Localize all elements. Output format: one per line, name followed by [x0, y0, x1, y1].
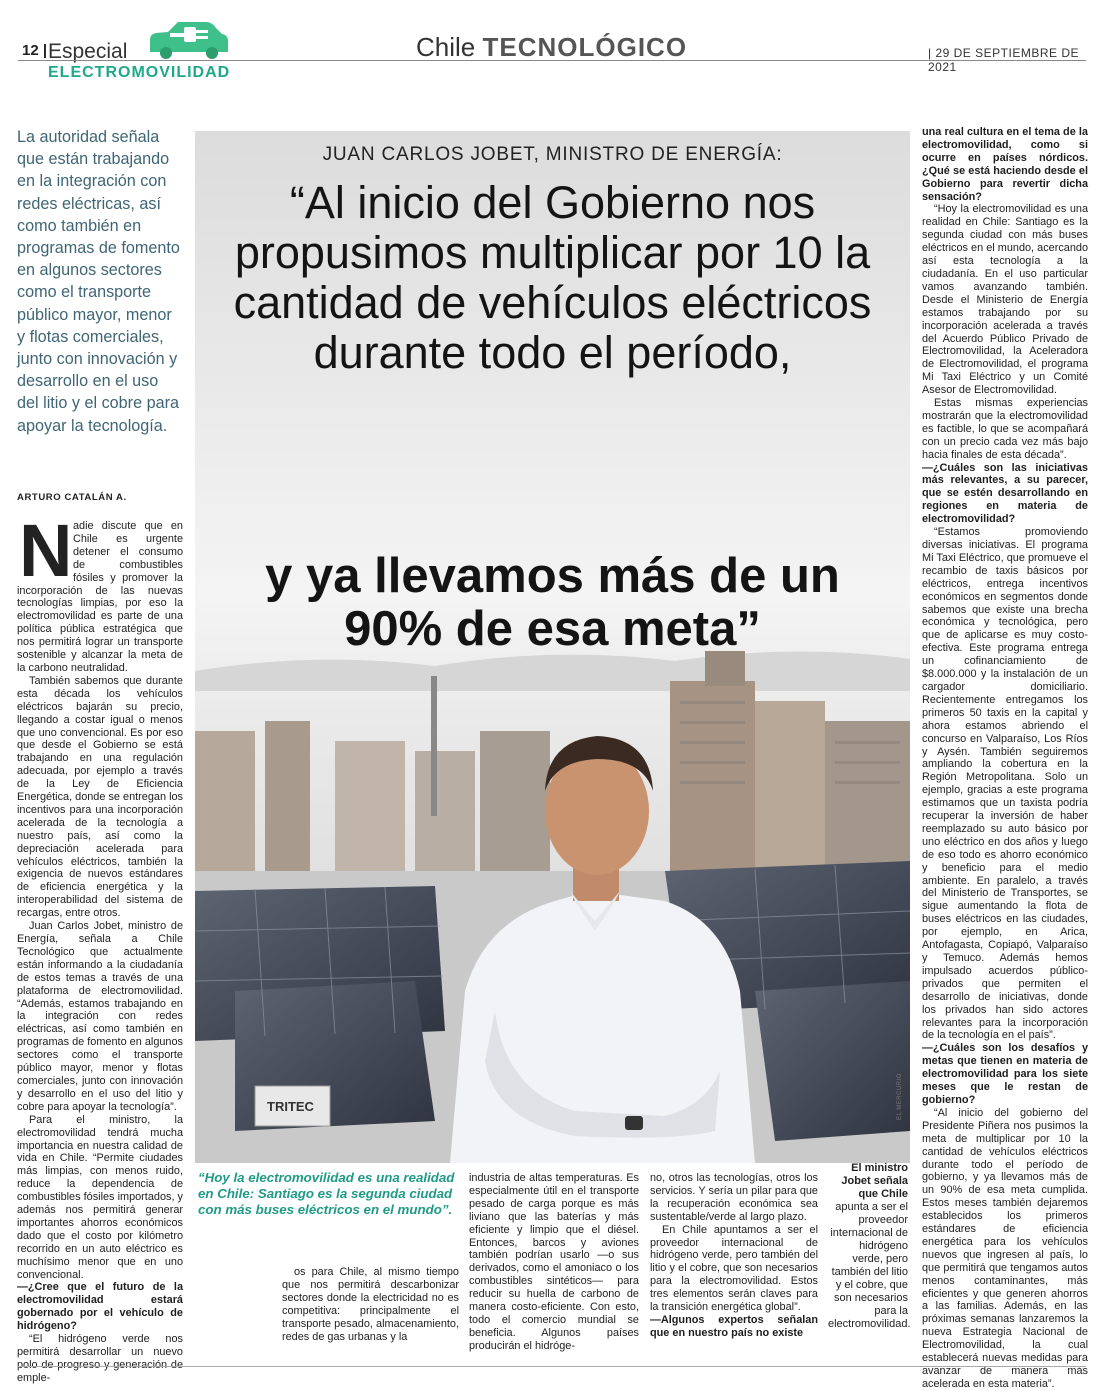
- paragraph: industria de altas temperaturas. Es especialmente útil en el transporte pesado de carga porque es más liviano que las baterías y más eficiente y limpio que el diésel. Entonces, barcos y aviones también podrían usarlo —o sus derivados, como el amoniaco o los combustibles sintéticos— para reducir su huella de carbono de manera costo-eficiente. Con esto, todo el comercio mundial se beneficia. Algunos países producirán el hidróge-: [469, 1172, 639, 1352]
- headline-bold: y ya llevamos más de un 90% de esa meta”: [265, 549, 840, 656]
- interview-question: una real cultura en el tema de la electromovilidad, como si ocurre en países nórdicos. ¿Qué se está haciendo desde el Gobierno para revertir dicha sensación?: [922, 126, 1088, 203]
- byline: ARTURO CATALÁN A.: [17, 492, 127, 503]
- publication-title: [416, 32, 687, 63]
- publication-title-light: Chile: [416, 32, 476, 62]
- interview-question: —¿Cree que el futuro de la electromovilidad estará gobernado por el vehículo de hidrógeno?: [17, 1281, 183, 1333]
- photo-caption: [828, 1162, 911, 1331]
- paragraph: “Estamos promoviendo diversas iniciativas. El programa Mi Taxi Eléctrico, que promueve el recambio de taxis básicos por eléctricos, entrega incentivos económicos en segmentos donde sabemos que existe una brecha económica y tecnológica, pero que de aplicarse es muy costo-efectiva. Este programa entrega un cofinanciamiento de $8.000.000 y la instalación de un cargador domiciliario. Recientemente entregamos los primeros 50 taxis en la capital y ahora estamos abriendo el concurso en Valparaíso, Los Ríos y Aysén. También seguiremos ampliando la cobertura en la Región Metropolitana. Solo un ejemplo, gracias a este programa estimamos que un taxista podría recuperar la inversión de haber reemplazado su auto básico por uno eléctrico en dos años y luego de eso todo es ahorro económico y beneficio para el medio ambiente. En paralelo, a través del Ministerio de Transportes, se sigue aumentando la flota de buses eléctricos en las ciudades, por ejemplo, en Arica, Antofagasta, Copiapó, Valparaíso y Temuco. Además hemos impulsado acuerdos público-privados que permiten el desarrollo de iniciativas, donde los privados han sido actores relevantes para la incorporación de la tecnología en el país”.: [922, 526, 1088, 1042]
- electric-car-plug-icon: [146, 18, 232, 60]
- paragraph: Para el ministro, la electromovilidad tendrá mucha importancia en nuestra calidad de vida en Chile. “Permite ciudades más limpias, con menos ruido, reduce la dependencia de combustibles fósiles importados, y además nos permitirá generar importantes ahorros económicos dado que el costo por kilómetro recorrido en un auto eléctrico es muchísimo menor que en uno convencional.: [17, 1113, 183, 1281]
- paragraph: “El hidrógeno verde nos permitirá desarrollar un nuevo polo de progreso y generación de emple-: [17, 1333, 183, 1384]
- photo-credit: EL MERCURIO: [897, 1073, 903, 1120]
- drop-cap-spacer: [17, 509, 73, 592]
- footer-rule: [18, 1366, 1086, 1367]
- paragraph: os para Chile, al mismo tiempo que nos permitirá descarbonizar sectores donde la electricidad no es competitiva: principalmente el transporte pesado, almacenamiento, redes de gas urbanas y la: [282, 1266, 459, 1343]
- section-label: Especial: [48, 40, 128, 63]
- paragraph: También sabemos que durante esta década los vehículos eléctricos bajarán su precio, llegando a costar igual o menos que uno convencional. Es por eso que desde el Gobierno se está trabajando en una regulación adecuada, por ejemplo a través de la Ley de Eficiencia Energética, donde se entregan los incentivos para una incorporación acelerada de la tecnología a nuestro país, así como la depreciación acelerada para vehículos eléctricos, también la exigencia de nuevos estándares de eficiencia energética y la interoperabilidad del sistema de recargas, entre otros.: [17, 674, 183, 920]
- paragraph: adie discute que en Chile es urgente detener el consumo de combustibles fósiles y promover la incorporación de las nuevas tecnologías limpias, por eso la electromovilidad es parte de una política pública estratégica que nos permitirá lograr un transporte sostenible y alcanzar la meta de la carbono neutralidad.: [17, 520, 183, 674]
- publication-title-bold: TECNOLÓGICO: [482, 32, 688, 62]
- article-deck: La autoridad señala que están trabajando en la integración con redes eléctricas, así como también en programas de fomento en algunos sectores como el transporte público mayor, menor y flotas comerciales, junto con innovación y desarrollo en el uso del litio y el cobre para apoyar la tecnología.: [17, 128, 180, 435]
- page-number: 12 |: [22, 42, 48, 59]
- article-column-bottom-2: [469, 1172, 639, 1353]
- paragraph: “Al inicio del gobierno del Presidente Piñera nos pusimos la meta de multiplicar por 10 la cantidad de vehículos eléctricos durante todo el período de gobierno, y ya llevamos más de un 90% de esa meta cumplida. Estos meses también dejaremos establecidos los primeros estándares de eficiencia energética para los vehículos nuevos que ingresen al país, lo que permitirá que tengamos autos menos contaminantes, más eficientes y que generen ahorros a las familias. Además, en las próximas semanas lanzaremos la nueva Estrategia Nacional de Electromovilidad, la cual establecerá nuevas medidas para avanzar de manera más acelerada en esta materia”.: [922, 1106, 1088, 1390]
- article-kicker: JUAN CARLOS JOBET, MINISTRO DE ENERGÍA:: [322, 144, 783, 165]
- article-column-bottom-3: [650, 1172, 818, 1340]
- paragraph: “Hoy la electromovilidad es una realidad en Chile: Santiago es la segunda ciudad con más buses eléctricos en el mundo, acercando así esta tecnología a la ciudadanía. En el uso particular vamos avanzando también. Desde el Ministerio de Energía estamos trabajando por su incorporación acelerada a través del Acuerdo Público Privado de Electromovilidad, la Aceleradora de Electromovilidad, el programa Mi Taxi Eléctrico y un Comité Asesor de Electromovilidad.: [922, 203, 1088, 397]
- tritec-sign: TRITEC: [267, 1099, 314, 1114]
- issue-date: | 29 DE SEPTIEMBRE DE 2021: [928, 46, 1079, 74]
- drop-cap: N: [19, 509, 73, 592]
- paragraph: Estas mismas experiencias mostrarán que la electromovilidad es factible, lo que se acompañará con un precio cada vez más bajo hacia finales de esta década”.: [922, 397, 1088, 461]
- caption-bold: El ministro Jobet señala que Chile: [841, 1162, 908, 1200]
- interview-question: —¿Cuáles son los desafíos y metas que tienen en materia de electromovilidad para los siete meses que le restan de gobierno?: [922, 1042, 1088, 1106]
- headline-main: “Al inicio del Gobierno nos propusimos multiplicar por 10 la cantidad de vehículos eléctricos durante todo el período,: [233, 177, 872, 378]
- pull-quote: “Hoy la electromovilidad es una realidad en Chile: Santiago es la segunda ciudad con más buses eléctricos en el mundo”.: [198, 1170, 455, 1217]
- caption-text: apunta a ser el proveedor internacional de hidrógeno verde, pero también del litio y el cobre, que son necesarios para la electromovilidad.: [828, 1201, 911, 1330]
- interview-question: —Algunos expertos señalan que en nuestro país no existe: [650, 1313, 818, 1339]
- paragraph: no, otros las tecnologías, otros los servicios. Y sería un pilar para que la recuperación económica sea sustentable/verde al largo plazo.: [650, 1172, 818, 1223]
- interview-question: —¿Cuáles son las iniciativas más relevantes, a su parecer, que se estén desarrollando en regiones en materia de electromovilidad?: [922, 461, 1088, 526]
- article-column-right: [922, 126, 1088, 1391]
- paragraph: Juan Carlos Jobet, ministro de Energía, señala a Chile Tecnológico que actualmente están informando a la ciudadanía de estos temas a través de una plataforma de electromovilidad. “Además, estamos trabajando en la integración con redes eléctricas, así como también en programas de fomento en algunos sectores como el transporte público mayor, menor y flotas comerciales, junto con innovación y desarrollo en el uso del litio y cobre para apoyar la tecnología”.: [17, 920, 183, 1113]
- header-rule: [18, 60, 1086, 61]
- article-column-left: [17, 509, 183, 1385]
- article-column-bottom-1: [282, 1266, 459, 1343]
- paragraph: En Chile apuntamos a ser el proveedor internacional de hidrógeno verde, pero también del litio y el cobre, que son necesarios para la electromovilidad. Estos tres elementos serán claves para la transición energética global”.: [650, 1223, 818, 1314]
- special-label: ELECTROMOVILIDAD: [48, 64, 231, 81]
